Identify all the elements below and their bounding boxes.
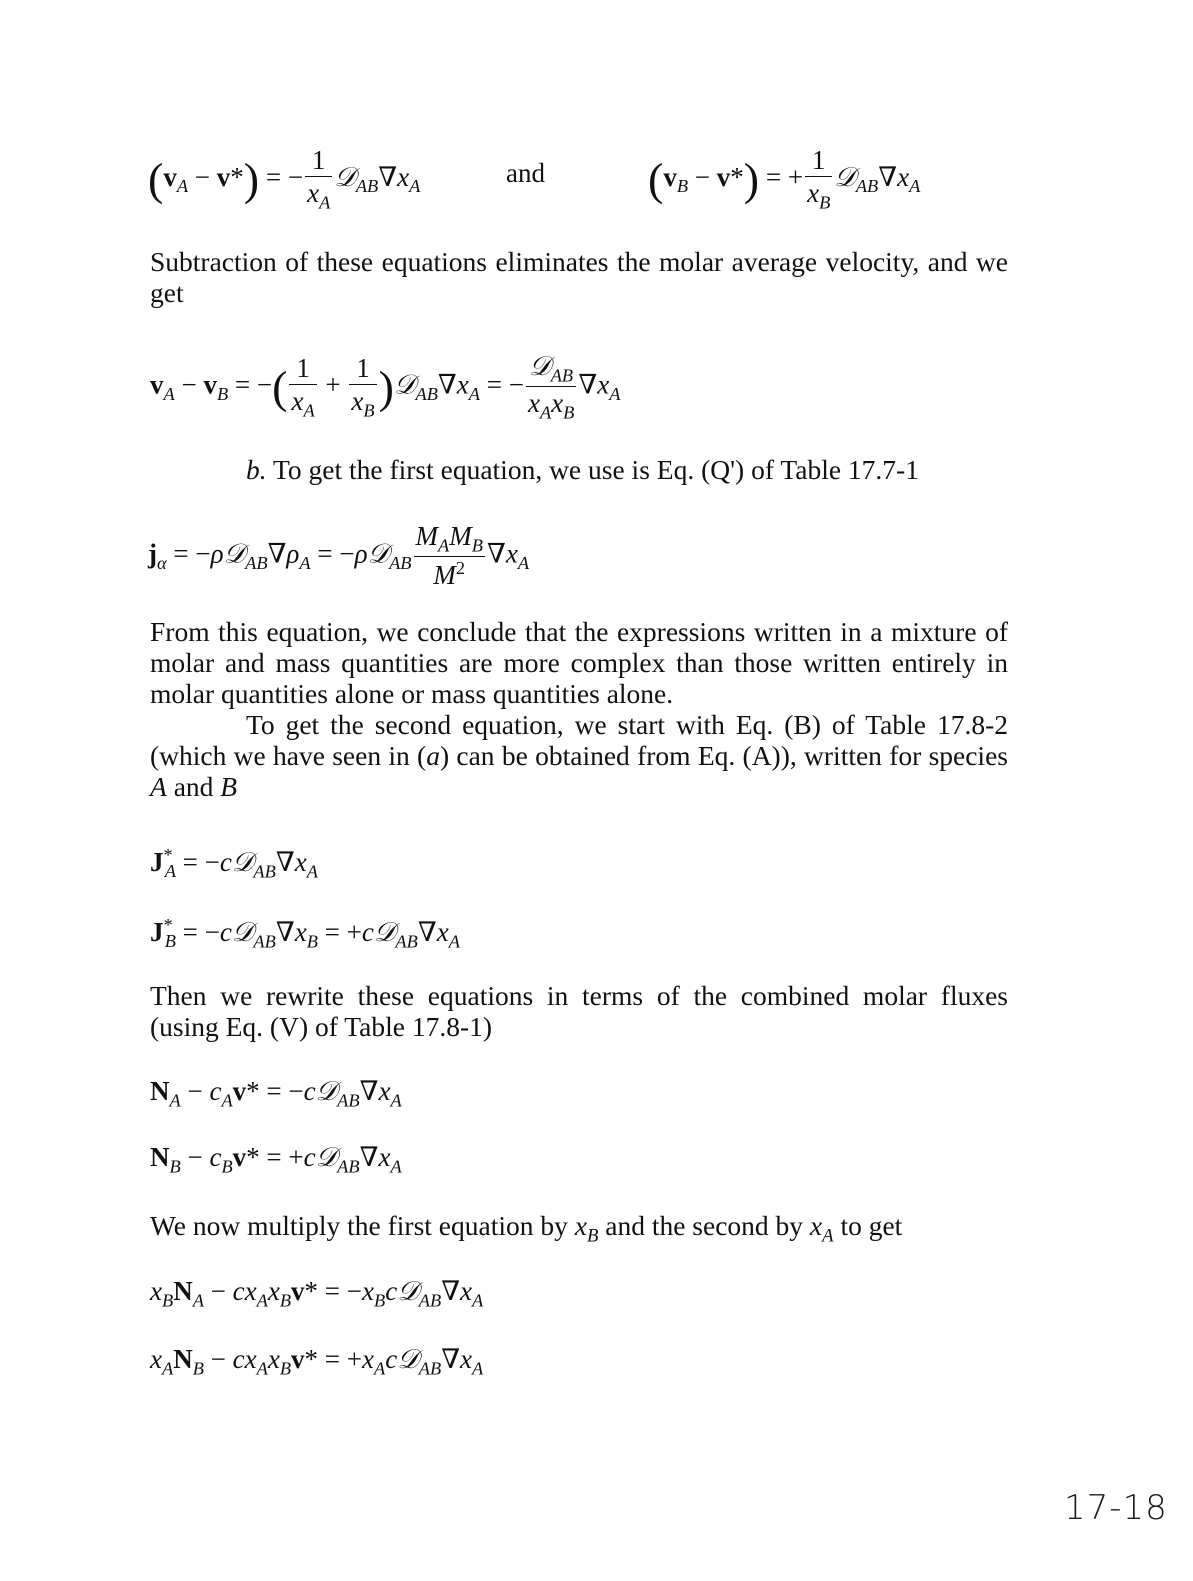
equation-mass-flux: $j_\alpha$ = $-\rho 𝒟_{AB}\nabla\rho_A$ = −ρ𝒟$_{AB}$ $\frac{M_AM_B}{M^2}$ $\nabla x_A$: [148, 521, 530, 590]
paragraph-subtraction: Subtraction of these equations eliminates the molar average velocity, and we get: [150, 246, 1008, 308]
equation-molar-flux-a: $J^*_A$ = $-c𝒟_{AB}\nabla x_A$: [150, 845, 318, 882]
equation-combined-flux-a: $N_A - c_Av*$ = $-c𝒟_{AB}\nabla x_A$: [150, 1076, 402, 1111]
equation-velocity-b: $(v_B - v*)$ = + $\frac{1}{x_B}$ $𝒟_{AB}\nabla x_A$: [648, 145, 921, 213]
paragraph-part-b: [246, 454, 919, 486]
paragraph-multiply: We now multiply the first equation by $x_B$ and the second by $x_A$ to get: [150, 1210, 903, 1247]
equation-molar-flux-b: $J^*_B$ = $-c𝒟_{AB}\nabla x_B$ = $+c𝒟_{AB}\nabla x_A$: [150, 915, 460, 952]
page-number: 17-18: [1064, 1488, 1168, 1528]
equation-combined-flux-b: $N_B - c_Bv*$ = $+c𝒟_{AB}\nabla x_A$: [150, 1142, 402, 1177]
equation-velocity-difference: $v_A - v_B$ = −( $\frac{1}{x_A}$ + $\frac{1}{x_B}$ )$𝒟_{AB}\nabla x_A$ = − $\frac{𝒟_{AB}}{x_Ax_B}$ $\nabla x_A$: [150, 351, 621, 422]
part-b-text: To get the first equation, we use is Eq. (Q') of Table 17.7-1: [273, 454, 919, 485]
conjunction-and: and: [506, 158, 545, 188]
equation-weighted-flux-a: $x_BN_A - cx_Ax_Bv*$ = $-x_Bc𝒟_{AB}\nabla x_A$: [150, 1276, 484, 1311]
equation-velocity-a: $(v_A - v*)$ = − $\frac{1}{x_A}$ $𝒟_{AB}\nabla x_A$: [148, 145, 421, 213]
part-label: b.: [246, 454, 267, 485]
paragraph-rewrite: Then we rewrite these equations in terms of the combined molar fluxes (using Eq. (V) of Table 17.8-1): [150, 980, 1008, 1042]
paragraph-conclusion: From this equation, we conclude that the expressions written in a mixture of molar and mass quantities are more complex than those written entirely in molar quantities alone or mass quantities alone. To get the second equation, we start with Eq. (B) of Table 17.8-2 (which we have seen in (a) can be obtained from Eq. (A)), written for species A and B: [150, 616, 1008, 802]
equation-weighted-flux-b: $x_AN_B - cx_Ax_Bv*$ = $+x_Ac𝒟_{AB}\nabla x_A$: [150, 1344, 484, 1379]
